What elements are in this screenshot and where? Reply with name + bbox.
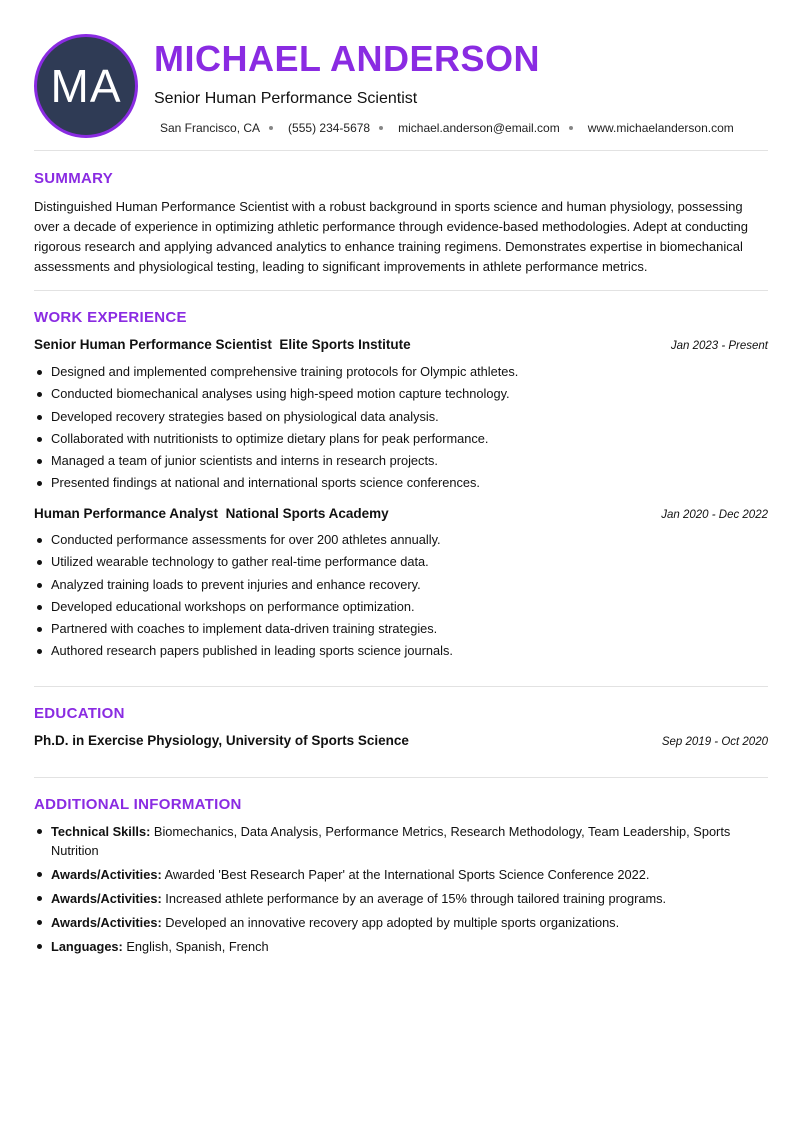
info-label: Languages:: [51, 939, 123, 954]
info-label: Awards/Activities:: [51, 891, 162, 906]
education-heading: EDUCATION: [34, 705, 125, 722]
info-text: Biomechanics, Data Analysis, Performance Metrics, Research Methodology, Team Leadership, Sports Nutrition: [51, 824, 731, 858]
education-dates: Sep 2019 - Oct 2020: [661, 736, 768, 748]
section-divider: [34, 150, 768, 151]
candidate-name: MICHAEL ANDERSON: [154, 38, 541, 79]
list-item: [34, 913, 768, 932]
info-text: Developed an innovative recovery app adopted by multiple sports organizations.: [165, 915, 620, 930]
list-item: [34, 822, 768, 860]
list-item: Developed educational workshops on performance optimization.: [34, 596, 768, 618]
contact-location: San Francisco, CA: [160, 121, 261, 135]
list-item: Authored research papers published in leading sports science journals.: [34, 640, 768, 662]
list-item: Developed recovery strategies based on physiological data analysis.: [34, 406, 768, 428]
job-dates: Jan 2020 - Dec 2022: [661, 509, 768, 521]
additional-list: [34, 822, 768, 961]
job-header: [34, 337, 768, 352]
list-item: Partnered with coaches to implement data-driven training strategies.: [34, 618, 768, 640]
avatar: MA: [34, 34, 138, 138]
summary-text: Distinguished Human Performance Scientist with a robust background in sports science and human physiology, possessing over a decade of experience in optimizing athletic performance through evidence-based methodologies. Adept at conducting rigorous research and applying advanced analytics to enhance training regimens. Demonstrates expertise in biomechanical assessments and physiological testing, leading to significant improvements in athlete performance metrics.: [34, 199, 749, 274]
section-divider: [34, 777, 768, 778]
contact-row: [160, 121, 734, 135]
job-role: Human Performance Analyst: [34, 506, 219, 521]
job-header: [34, 506, 768, 521]
info-text: Awarded 'Best Research Paper' at the International Sports Science Conference 2022.: [164, 867, 650, 882]
list-item: Analyzed training loads to prevent injuries and enhance recovery.: [34, 574, 768, 596]
list-item: Designed and implemented comprehensive training protocols for Olympic athletes.: [34, 361, 768, 383]
job-bullets: [34, 529, 768, 663]
list-item: Collaborated with nutritionists to optimize dietary plans for peak performance.: [34, 428, 768, 450]
list-item: [34, 937, 768, 956]
separator-dot: [269, 126, 273, 130]
job-bullets: [34, 361, 768, 495]
candidate-title: Senior Human Performance Scientist: [154, 90, 418, 107]
info-text: Increased athlete performance by an average of 15% through tailored training programs.: [165, 891, 667, 906]
resume-header: [34, 34, 768, 138]
job-company: National Sports Academy: [225, 506, 389, 521]
list-item: Conducted biomechanical analyses using high-speed motion capture technology.: [34, 383, 768, 405]
job-role-line: [34, 506, 389, 521]
education-entry: [34, 733, 768, 748]
info-label: Awards/Activities:: [51, 915, 162, 930]
job-dates: Jan 2023 - Present: [670, 340, 768, 352]
contact-phone: (555) 234-5678: [288, 121, 371, 135]
list-item: Presented findings at national and international sports science conferences.: [34, 472, 768, 494]
experience-heading: WORK EXPERIENCE: [34, 309, 187, 326]
summary-heading: SUMMARY: [34, 170, 114, 187]
section-divider: [34, 686, 768, 687]
info-label: Awards/Activities:: [51, 867, 162, 882]
education-degree: Ph.D. in Exercise Physiology, University of Sports Science: [34, 733, 409, 748]
section-divider: [34, 290, 768, 291]
separator-dot: [569, 126, 573, 130]
job-role-line: [34, 337, 411, 352]
info-text: English, Spanish, French: [126, 939, 269, 954]
job-company: Elite Sports Institute: [279, 337, 411, 352]
contact-email: michael.anderson@email.com: [398, 121, 560, 135]
list-item: [34, 889, 768, 908]
list-item: Conducted performance assessments for over 200 athletes annually.: [34, 529, 768, 551]
separator-dot: [379, 126, 383, 130]
additional-heading: ADDITIONAL INFORMATION: [34, 796, 242, 813]
list-item: Managed a team of junior scientists and interns in research projects.: [34, 450, 768, 472]
contact-website: www.michaelanderson.com: [587, 121, 734, 135]
list-item: [34, 865, 768, 884]
info-label: Technical Skills:: [51, 824, 151, 839]
job-role: Senior Human Performance Scientist: [34, 337, 272, 352]
list-item: Utilized wearable technology to gather real-time performance data.: [34, 551, 768, 573]
